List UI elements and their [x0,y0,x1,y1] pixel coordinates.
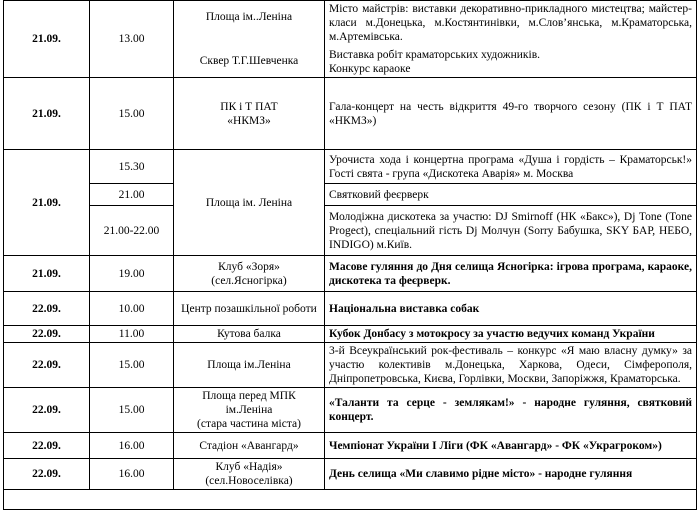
table-row [4,256,697,292]
events-schedule-table [3,0,697,510]
place-cell [174,1,325,78]
event-cell: День селища «Ми славимо рідне місто» - народне гуляння [325,459,697,490]
place-line: Клуб «Зоря» [218,260,280,273]
place-line: Клуб «Надія» [215,461,283,473]
table-row [4,150,697,184]
event-cell: Святковий феєрверк [325,184,697,206]
table-row [4,1,697,78]
place-cell: Кутова балка [174,326,325,343]
table-row-empty [4,490,697,510]
table-row [4,459,697,490]
date-cell: 21.09. [4,1,90,78]
event-cell: «Таланти та серце - землякам!» - народне гуляння, святковий концерт. [325,388,697,433]
place-line: «НКМЗ» [227,114,271,127]
time-cell: 21.00-22.00 [90,206,174,256]
empty-cell [4,490,697,510]
table-row [4,292,697,326]
event-cell: Молодіжна дискотека за участю: DJ Smirnoff (НК «Бакс»), Dj Tone (Tone Progect), спеціальний гість Dj Молчун (Sorry Бабушка, SKY БАР, НЕБО, INDIGO) м.Київ. [325,206,697,256]
place-cell: Площа ім. Леніна [174,150,325,256]
time-cell: 15.00 [90,78,174,150]
event-line: Конкурс караоке [329,63,411,75]
place-cell [174,78,325,150]
table-row [4,433,697,459]
time-cell: 15.00 [90,388,174,433]
event-line: Місто майстрів: виставки декоративно-прикладного мистецтва; майстер-класи м.Донецька, м.Костянтинівки, м.Слов’янська, м.Краматорська, м.Артемівська. [329,3,692,43]
place-line: (стара частина міста) [197,418,301,430]
date-cell: 22.09. [4,433,90,459]
date-cell: 21.09. [4,256,90,292]
place-line: (сел.Новоселівка) [205,475,293,487]
time-cell: 16.00 [90,459,174,490]
date-cell: 21.09. [4,78,90,150]
event-cell: Національна виставка собак [325,292,697,326]
place-cell [174,388,325,433]
place-cell [174,459,325,490]
time-cell: 11.00 [90,326,174,343]
time-cell: 21.00 [90,184,174,206]
date-cell: 22.09. [4,326,90,343]
table-row [4,326,697,343]
place-line: Площа перед МПК ім.Леніна [202,390,296,416]
event-cell: Урочиста хода і концертна програма «Душа і гордість – Краматорськ!» Гості свята - група «Дискотека Аварія» м. Москва [325,150,697,184]
table-row [4,78,697,150]
date-cell: 22.09. [4,459,90,490]
date-cell: 22.09. [4,292,90,326]
time-cell: 16.00 [90,433,174,459]
date-cell: 21.09. [4,150,90,256]
time-cell: 13.00 [90,1,174,78]
place-cell [174,256,325,292]
date-cell: 22.09. [4,343,90,388]
place-cell: Центр позашкільної роботи [174,292,325,326]
event-cell: Гала-концерт на честь відкриття 49-го творчого сезону (ПК і Т ПАТ «НКМЗ») [325,78,697,150]
event-cell [325,1,697,78]
time-cell: 15.00 [90,343,174,388]
place-line: (сел.Ясногірка) [211,274,287,287]
event-line: Виставка робіт краматорських художників. [329,49,540,61]
place-cell: Площа ім.Леніна [174,343,325,388]
time-cell: 15.30 [90,150,174,184]
table-row [4,388,697,433]
date-cell: 22.09. [4,388,90,433]
event-cell: Кубок Донбасу з мотокросу за участю ведучих команд України [325,326,697,343]
event-cell: Масове гуляння до Дня селища Ясногірка: ігрова програма, караоке, дискотека та феєрверк. [325,256,697,292]
event-cell: 3-й Всеукраїнський рок-фестиваль – конкурс «Я маю власну думку» за участю колективів м.Донецька, Харкова, Одеси, Сімферополя, Дніпропетровська, Києва, Горлівки, Москви, Запоріжжя, Краматорська. [325,343,697,388]
place-line: Сквер Т.Г.Шевченка [199,55,299,67]
table-row [4,184,697,206]
time-cell: 10.00 [90,292,174,326]
place-cell: Стадіон «Авангард» [174,433,325,459]
event-cell: Чемпіонат України І Ліги (ФК «Авангард» - ФК «Украгроком») [325,433,697,459]
time-cell: 19.00 [90,256,174,292]
table-row [4,206,697,256]
table-row [4,343,697,388]
place-line: ПК і Т ПАТ [220,100,278,113]
place-line: Площа ім..Леніна [205,11,293,23]
